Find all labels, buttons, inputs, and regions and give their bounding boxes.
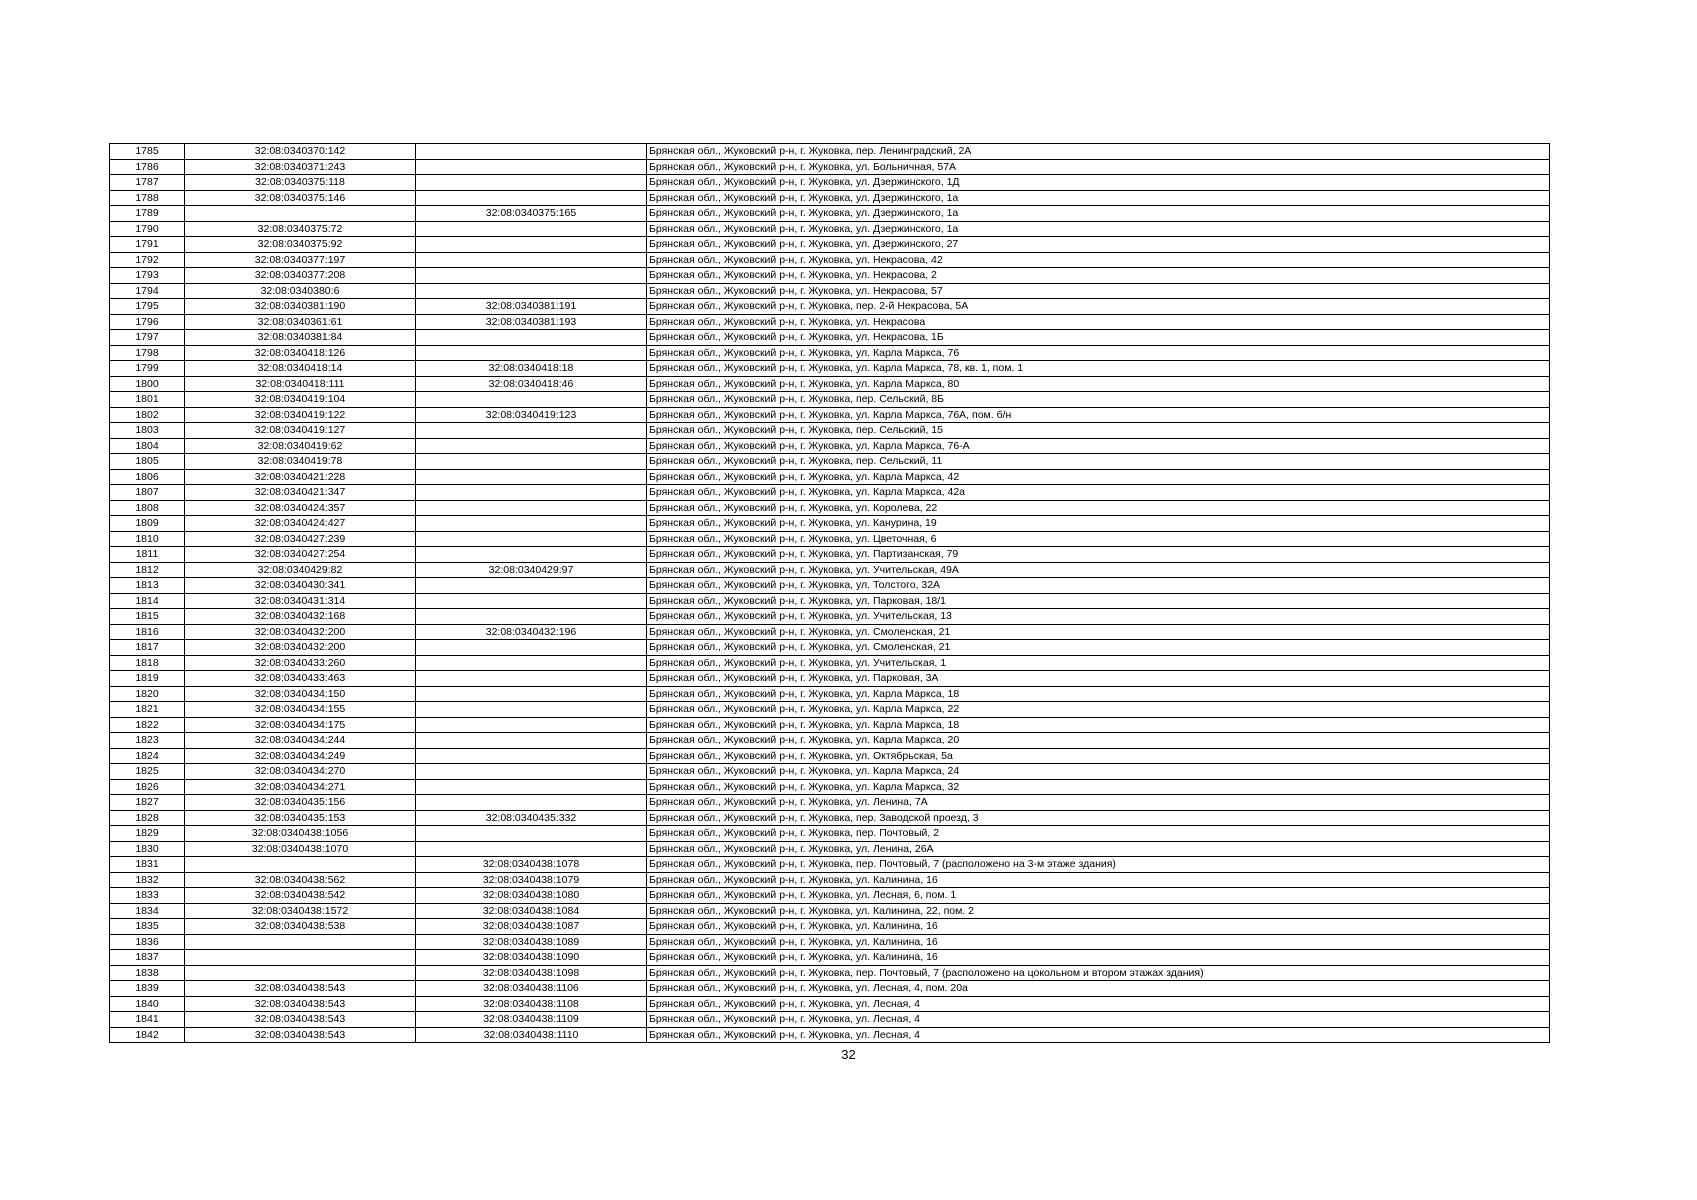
table-row xyxy=(110,454,1550,470)
cadastral-number-cell: 32:08:0340424:357 xyxy=(185,500,416,516)
cadastral-number-cell: 32:08:0340421:347 xyxy=(185,485,416,501)
table-row xyxy=(110,888,1550,904)
row-number-cell: 1827 xyxy=(110,795,185,811)
row-number-cell: 1790 xyxy=(110,221,185,237)
table-row xyxy=(110,562,1550,578)
address-cell: Брянская обл., Жуковский р-н, г. Жуковка, ул. Карла Маркса, 76 xyxy=(647,345,1550,361)
cadastral-number-cell: 32:08:0340432:200 xyxy=(185,624,416,640)
row-number-cell: 1789 xyxy=(110,206,185,222)
row-number-cell: 1823 xyxy=(110,733,185,749)
row-number-cell: 1813 xyxy=(110,578,185,594)
table-row xyxy=(110,469,1550,485)
address-cell: Брянская обл., Жуковский р-н, г. Жуковка, ул. Калинина, 16 xyxy=(647,919,1550,935)
cadastral-number-cell: 32:08:0340419:104 xyxy=(185,392,416,408)
cadastral-number-cell: 32:08:0340419:122 xyxy=(185,407,416,423)
cadastral-number-cell: 32:08:0340375:118 xyxy=(185,175,416,191)
address-cell: Брянская обл., Жуковский р-н, г. Жуковка, ул. Ленина, 26А xyxy=(647,841,1550,857)
row-number-cell: 1798 xyxy=(110,345,185,361)
cadastral-number-cell: 32:08:0340419:78 xyxy=(185,454,416,470)
related-cadastral-number-cell: 32:08:0340375:165 xyxy=(416,206,647,222)
address-cell: Брянская обл., Жуковский р-н, г. Жуковка, ул. Учительская, 1 xyxy=(647,655,1550,671)
row-number-cell: 1797 xyxy=(110,330,185,346)
cadastral-number-cell xyxy=(185,950,416,966)
cadastral-number-cell: 32:08:0340435:153 xyxy=(185,810,416,826)
row-number-cell: 1810 xyxy=(110,531,185,547)
table-row xyxy=(110,1012,1550,1028)
related-cadastral-number-cell xyxy=(416,345,647,361)
row-number-cell: 1840 xyxy=(110,996,185,1012)
row-number-cell: 1793 xyxy=(110,268,185,284)
related-cadastral-number-cell xyxy=(416,485,647,501)
related-cadastral-number-cell xyxy=(416,454,647,470)
table-row xyxy=(110,485,1550,501)
cadastral-number-cell xyxy=(185,857,416,873)
table-row xyxy=(110,283,1550,299)
table-row xyxy=(110,330,1550,346)
cadastral-number-cell: 32:08:0340438:543 xyxy=(185,1012,416,1028)
address-cell: Брянская обл., Жуковский р-н, г. Жуковка, ул. Карла Маркса, 76-А xyxy=(647,438,1550,454)
related-cadastral-number-cell xyxy=(416,190,647,206)
row-number-cell: 1800 xyxy=(110,376,185,392)
address-cell: Брянская обл., Жуковский р-н, г. Жуковка, ул. Карла Маркса, 76А, пом. б/н xyxy=(647,407,1550,423)
related-cadastral-number-cell xyxy=(416,175,647,191)
table-row xyxy=(110,919,1550,935)
address-cell: Брянская обл., Жуковский р-н, г. Жуковка, ул. Толстого, 32А xyxy=(647,578,1550,594)
cadastral-number-cell: 32:08:0340381:84 xyxy=(185,330,416,346)
related-cadastral-number-cell xyxy=(416,702,647,718)
address-cell: Брянская обл., Жуковский р-н, г. Жуковка, ул. Больничная, 57А xyxy=(647,159,1550,175)
related-cadastral-number-cell: 32:08:0340419:123 xyxy=(416,407,647,423)
table-row xyxy=(110,624,1550,640)
table-row xyxy=(110,950,1550,966)
cadastral-number-cell: 32:08:0340434:244 xyxy=(185,733,416,749)
cadastral-number-cell: 32:08:0340375:72 xyxy=(185,221,416,237)
table-row xyxy=(110,392,1550,408)
cadastral-number-cell: 32:08:0340375:92 xyxy=(185,237,416,253)
row-number-cell: 1811 xyxy=(110,547,185,563)
row-number-cell: 1820 xyxy=(110,686,185,702)
address-cell: Брянская обл., Жуковский р-н, г. Жуковка, ул. Карла Маркса, 42 xyxy=(647,469,1550,485)
table-row xyxy=(110,702,1550,718)
cadastral-number-cell: 32:08:0340419:62 xyxy=(185,438,416,454)
related-cadastral-number-cell: 32:08:0340438:1110 xyxy=(416,1027,647,1043)
table-row xyxy=(110,609,1550,625)
cadastral-number-cell: 32:08:0340433:260 xyxy=(185,655,416,671)
row-number-cell: 1794 xyxy=(110,283,185,299)
related-cadastral-number-cell xyxy=(416,717,647,733)
table-row xyxy=(110,144,1550,160)
related-cadastral-number-cell: 32:08:0340418:46 xyxy=(416,376,647,392)
address-cell: Брянская обл., Жуковский р-н, г. Жуковка, ул. Калинина, 16 xyxy=(647,872,1550,888)
address-cell: Брянская обл., Жуковский р-н, г. Жуковка, ул. Королева, 22 xyxy=(647,500,1550,516)
address-cell: Брянская обл., Жуковский р-н, г. Жуковка, ул. Учительская, 13 xyxy=(647,609,1550,625)
row-number-cell: 1841 xyxy=(110,1012,185,1028)
cadastral-number-cell: 32:08:0340375:146 xyxy=(185,190,416,206)
address-cell: Брянская обл., Жуковский р-н, г. Жуковка, пер. Сельский, 8Б xyxy=(647,392,1550,408)
table-row xyxy=(110,376,1550,392)
row-number-cell: 1787 xyxy=(110,175,185,191)
row-number-cell: 1792 xyxy=(110,252,185,268)
table-row xyxy=(110,190,1550,206)
cadastral-number-cell: 32:08:0340438:543 xyxy=(185,996,416,1012)
table-row xyxy=(110,826,1550,842)
address-cell: Брянская обл., Жуковский р-н, г. Жуковка, ул. Карла Маркса, 42а xyxy=(647,485,1550,501)
address-cell: Брянская обл., Жуковский р-н, г. Жуковка, ул. Калинина, 16 xyxy=(647,934,1550,950)
address-cell: Брянская обл., Жуковский р-н, г. Жуковка, ул. Карла Маркса, 22 xyxy=(647,702,1550,718)
row-number-cell: 1803 xyxy=(110,423,185,439)
address-cell: Брянская обл., Жуковский р-н, г. Жуковка, ул. Некрасова, 2 xyxy=(647,268,1550,284)
address-cell: Брянская обл., Жуковский р-н, г. Жуковка, ул. Дзержинского, 1а xyxy=(647,190,1550,206)
cadastral-number-cell: 32:08:0340424:427 xyxy=(185,516,416,532)
cadastral-number-cell: 32:08:0340434:175 xyxy=(185,717,416,733)
row-number-cell: 1785 xyxy=(110,144,185,160)
address-cell: Брянская обл., Жуковский р-н, г. Жуковка, пер. Почтовый, 7 (расположено на цокольном и втором этажах здания) xyxy=(647,965,1550,981)
row-number-cell: 1838 xyxy=(110,965,185,981)
address-cell: Брянская обл., Жуковский р-н, г. Жуковка, ул. Лесная, 6, пом. 1 xyxy=(647,888,1550,904)
row-number-cell: 1796 xyxy=(110,314,185,330)
table-row xyxy=(110,159,1550,175)
cadastral-number-cell: 32:08:0340433:463 xyxy=(185,671,416,687)
related-cadastral-number-cell xyxy=(416,593,647,609)
cadastral-number-cell: 32:08:0340432:200 xyxy=(185,640,416,656)
table-row xyxy=(110,547,1550,563)
row-number-cell: 1828 xyxy=(110,810,185,826)
related-cadastral-number-cell: 32:08:0340435:332 xyxy=(416,810,647,826)
row-number-cell: 1788 xyxy=(110,190,185,206)
table-row xyxy=(110,268,1550,284)
page-number: 32 xyxy=(841,1047,856,1062)
related-cadastral-number-cell xyxy=(416,500,647,516)
address-cell: Брянская обл., Жуковский р-н, г. Жуковка, ул. Лесная, 4, пом. 20а xyxy=(647,981,1550,997)
related-cadastral-number-cell: 32:08:0340438:1098 xyxy=(416,965,647,981)
related-cadastral-number-cell xyxy=(416,671,647,687)
row-number-cell: 1826 xyxy=(110,779,185,795)
row-number-cell: 1806 xyxy=(110,469,185,485)
related-cadastral-number-cell xyxy=(416,392,647,408)
address-cell: Брянская обл., Жуковский р-н, г. Жуковка, ул. Дзержинского, 1Д xyxy=(647,175,1550,191)
address-cell: Брянская обл., Жуковский р-н, г. Жуковка, ул. Калинина, 22, пом. 2 xyxy=(647,903,1550,919)
table-row xyxy=(110,516,1550,532)
table-row xyxy=(110,965,1550,981)
related-cadastral-number-cell xyxy=(416,547,647,563)
address-cell: Брянская обл., Жуковский р-н, г. Жуковка, ул. Смоленская, 21 xyxy=(647,640,1550,656)
cadastral-number-cell: 32:08:0340427:239 xyxy=(185,531,416,547)
related-cadastral-number-cell xyxy=(416,748,647,764)
cadastral-number-cell: 32:08:0340438:538 xyxy=(185,919,416,935)
table-row xyxy=(110,206,1550,222)
row-number-cell: 1825 xyxy=(110,764,185,780)
table-row xyxy=(110,717,1550,733)
cadastral-number-cell: 32:08:0340434:249 xyxy=(185,748,416,764)
related-cadastral-number-cell xyxy=(416,578,647,594)
related-cadastral-number-cell xyxy=(416,469,647,485)
address-cell: Брянская обл., Жуковский р-н, г. Жуковка, ул. Цветочная, 6 xyxy=(647,531,1550,547)
row-number-cell: 1821 xyxy=(110,702,185,718)
table-row xyxy=(110,237,1550,253)
table-row xyxy=(110,733,1550,749)
table-row xyxy=(110,857,1550,873)
related-cadastral-number-cell xyxy=(416,655,647,671)
row-number-cell: 1805 xyxy=(110,454,185,470)
table-row xyxy=(110,407,1550,423)
row-number-cell: 1834 xyxy=(110,903,185,919)
related-cadastral-number-cell: 32:08:0340438:1108 xyxy=(416,996,647,1012)
row-number-cell: 1807 xyxy=(110,485,185,501)
row-number-cell: 1824 xyxy=(110,748,185,764)
cadastral-number-cell: 32:08:0340429:82 xyxy=(185,562,416,578)
row-number-cell: 1833 xyxy=(110,888,185,904)
related-cadastral-number-cell: 32:08:0340432:196 xyxy=(416,624,647,640)
cadastral-number-cell xyxy=(185,934,416,950)
related-cadastral-number-cell: 32:08:0340438:1106 xyxy=(416,981,647,997)
address-cell: Брянская обл., Жуковский р-н, г. Жуковка, пер. Сельский, 11 xyxy=(647,454,1550,470)
related-cadastral-number-cell xyxy=(416,779,647,795)
row-number-cell: 1801 xyxy=(110,392,185,408)
cadastral-number-cell: 32:08:0340427:254 xyxy=(185,547,416,563)
row-number-cell: 1812 xyxy=(110,562,185,578)
related-cadastral-number-cell: 32:08:0340429:97 xyxy=(416,562,647,578)
table-row xyxy=(110,314,1550,330)
table-row xyxy=(110,996,1550,1012)
address-cell: Брянская обл., Жуковский р-н, г. Жуковка, пер. Сельский, 15 xyxy=(647,423,1550,439)
row-number-cell: 1802 xyxy=(110,407,185,423)
row-number-cell: 1818 xyxy=(110,655,185,671)
table-row xyxy=(110,345,1550,361)
row-number-cell: 1791 xyxy=(110,237,185,253)
address-cell: Брянская обл., Жуковский р-н, г. Жуковка, ул. Некрасова, 57 xyxy=(647,283,1550,299)
row-number-cell: 1839 xyxy=(110,981,185,997)
address-cell: Брянская обл., Жуковский р-н, г. Жуковка, ул. Некрасова, 42 xyxy=(647,252,1550,268)
row-number-cell: 1799 xyxy=(110,361,185,377)
table-row xyxy=(110,1027,1550,1043)
table-row xyxy=(110,252,1550,268)
table-row xyxy=(110,841,1550,857)
related-cadastral-number-cell xyxy=(416,221,647,237)
address-cell: Брянская обл., Жуковский р-н, г. Жуковка, ул. Некрасова xyxy=(647,314,1550,330)
related-cadastral-number-cell xyxy=(416,531,647,547)
related-cadastral-number-cell xyxy=(416,268,647,284)
table-row xyxy=(110,779,1550,795)
row-number-cell: 1822 xyxy=(110,717,185,733)
related-cadastral-number-cell: 32:08:0340438:1090 xyxy=(416,950,647,966)
table-row xyxy=(110,438,1550,454)
cadastral-number-cell: 32:08:0340438:1572 xyxy=(185,903,416,919)
cadastral-number-cell: 32:08:0340434:270 xyxy=(185,764,416,780)
address-cell: Брянская обл., Жуковский р-н, г. Жуковка, ул. Лесная, 4 xyxy=(647,996,1550,1012)
table-row xyxy=(110,810,1550,826)
address-cell: Брянская обл., Жуковский р-н, г. Жуковка, ул. Карла Маркса, 32 xyxy=(647,779,1550,795)
cadastral-number-cell: 32:08:0340438:543 xyxy=(185,981,416,997)
cadastral-number-cell: 32:08:0340434:150 xyxy=(185,686,416,702)
table-row xyxy=(110,175,1550,191)
table-row xyxy=(110,872,1550,888)
address-cell: Брянская обл., Жуковский р-н, г. Жуковка, ул. Некрасова, 1Б xyxy=(647,330,1550,346)
table-row xyxy=(110,361,1550,377)
table-row xyxy=(110,640,1550,656)
address-cell: Брянская обл., Жуковский р-н, г. Жуковка, ул. Ленина, 7А xyxy=(647,795,1550,811)
table-row xyxy=(110,764,1550,780)
address-cell: Брянская обл., Жуковский р-н, г. Жуковка, пер. 2-й Некрасова, 5А xyxy=(647,299,1550,315)
table-row xyxy=(110,655,1550,671)
cadastral-number-cell: 32:08:0340438:562 xyxy=(185,872,416,888)
address-cell: Брянская обл., Жуковский р-н, г. Жуковка, ул. Калинина, 16 xyxy=(647,950,1550,966)
address-cell: Брянская обл., Жуковский р-н, г. Жуковка, ул. Партизанская, 79 xyxy=(647,547,1550,563)
address-cell: Брянская обл., Жуковский р-н, г. Жуковка, ул. Смоленская, 21 xyxy=(647,624,1550,640)
table-row xyxy=(110,671,1550,687)
related-cadastral-number-cell: 32:08:0340381:193 xyxy=(416,314,647,330)
row-number-cell: 1817 xyxy=(110,640,185,656)
address-cell: Брянская обл., Жуковский р-н, г. Жуковка, пер. Заводской проезд, 3 xyxy=(647,810,1550,826)
address-cell: Брянская обл., Жуковский р-н, г. Жуковка, ул. Дзержинского, 1а xyxy=(647,206,1550,222)
address-cell: Брянская обл., Жуковский р-н, г. Жуковка, ул. Лесная, 4 xyxy=(647,1012,1550,1028)
cadastral-number-cell: 32:08:0340418:14 xyxy=(185,361,416,377)
cadastral-number-cell: 32:08:0340421:228 xyxy=(185,469,416,485)
cadastral-number-cell xyxy=(185,965,416,981)
table-row xyxy=(110,686,1550,702)
table-row xyxy=(110,981,1550,997)
related-cadastral-number-cell: 32:08:0340438:1089 xyxy=(416,934,647,950)
table-row xyxy=(110,578,1550,594)
related-cadastral-number-cell xyxy=(416,795,647,811)
address-cell: Брянская обл., Жуковский р-н, г. Жуковка, ул. Парковая, 18/1 xyxy=(647,593,1550,609)
cadastral-number-cell: 32:08:0340377:208 xyxy=(185,268,416,284)
address-cell: Брянская обл., Жуковский р-н, г. Жуковка, пер. Почтовый, 2 xyxy=(647,826,1550,842)
related-cadastral-number-cell: 32:08:0340438:1084 xyxy=(416,903,647,919)
row-number-cell: 1819 xyxy=(110,671,185,687)
cadastral-number-cell: 32:08:0340377:197 xyxy=(185,252,416,268)
table-row xyxy=(110,903,1550,919)
related-cadastral-number-cell xyxy=(416,330,647,346)
table-row xyxy=(110,299,1550,315)
table-row xyxy=(110,748,1550,764)
related-cadastral-number-cell: 32:08:0340381:191 xyxy=(416,299,647,315)
cadastral-number-cell: 32:08:0340438:542 xyxy=(185,888,416,904)
cadastral-number-cell: 32:08:0340430:341 xyxy=(185,578,416,594)
related-cadastral-number-cell xyxy=(416,516,647,532)
registry-table xyxy=(109,143,1550,1043)
table-row xyxy=(110,221,1550,237)
address-cell: Брянская обл., Жуковский р-н, г. Жуковка, пер. Ленинградский, 2А xyxy=(647,144,1550,160)
row-number-cell: 1786 xyxy=(110,159,185,175)
address-cell: Брянская обл., Жуковский р-н, г. Жуковка, ул. Карла Маркса, 18 xyxy=(647,686,1550,702)
related-cadastral-number-cell xyxy=(416,283,647,299)
address-cell: Брянская обл., Жуковский р-н, г. Жуковка, ул. Лесная, 4 xyxy=(647,1027,1550,1043)
related-cadastral-number-cell xyxy=(416,841,647,857)
row-number-cell: 1831 xyxy=(110,857,185,873)
row-number-cell: 1795 xyxy=(110,299,185,315)
cadastral-number-cell: 32:08:0340434:155 xyxy=(185,702,416,718)
address-cell: Брянская обл., Жуковский р-н, г. Жуковка, ул. Карла Маркса, 80 xyxy=(647,376,1550,392)
table-row xyxy=(110,531,1550,547)
cadastral-number-cell: 32:08:0340438:1056 xyxy=(185,826,416,842)
table-row xyxy=(110,795,1550,811)
row-number-cell: 1816 xyxy=(110,624,185,640)
cadastral-number-cell: 32:08:0340371:243 xyxy=(185,159,416,175)
address-cell: Брянская обл., Жуковский р-н, г. Жуковка, ул. Парковая, 3А xyxy=(647,671,1550,687)
address-cell: Брянская обл., Жуковский р-н, г. Жуковка, ул. Канурина, 19 xyxy=(647,516,1550,532)
row-number-cell: 1804 xyxy=(110,438,185,454)
address-cell: Брянская обл., Жуковский р-н, г. Жуковка, ул. Дзержинского, 1а xyxy=(647,221,1550,237)
row-number-cell: 1808 xyxy=(110,500,185,516)
cadastral-number-cell: 32:08:0340361:61 xyxy=(185,314,416,330)
cadastral-number-cell: 32:08:0340435:156 xyxy=(185,795,416,811)
row-number-cell: 1835 xyxy=(110,919,185,935)
related-cadastral-number-cell xyxy=(416,609,647,625)
related-cadastral-number-cell xyxy=(416,438,647,454)
related-cadastral-number-cell xyxy=(416,686,647,702)
cadastral-number-cell: 32:08:0340370:142 xyxy=(185,144,416,160)
related-cadastral-number-cell: 32:08:0340438:1109 xyxy=(416,1012,647,1028)
address-cell: Брянская обл., Жуковский р-н, г. Жуковка, ул. Карла Маркса, 18 xyxy=(647,717,1550,733)
address-cell: Брянская обл., Жуковский р-н, г. Жуковка, ул. Учительская, 49А xyxy=(647,562,1550,578)
cadastral-number-cell: 32:08:0340381:190 xyxy=(185,299,416,315)
related-cadastral-number-cell: 32:08:0340438:1087 xyxy=(416,919,647,935)
address-cell: Брянская обл., Жуковский р-н, г. Жуковка, ул. Карла Маркса, 20 xyxy=(647,733,1550,749)
related-cadastral-number-cell: 32:08:0340438:1080 xyxy=(416,888,647,904)
row-number-cell: 1814 xyxy=(110,593,185,609)
related-cadastral-number-cell xyxy=(416,640,647,656)
row-number-cell: 1809 xyxy=(110,516,185,532)
table-row xyxy=(110,934,1550,950)
related-cadastral-number-cell xyxy=(416,159,647,175)
table-row xyxy=(110,423,1550,439)
table-row xyxy=(110,500,1550,516)
cadastral-number-cell: 32:08:0340418:111 xyxy=(185,376,416,392)
related-cadastral-number-cell xyxy=(416,144,647,160)
cadastral-number-cell xyxy=(185,206,416,222)
row-number-cell: 1837 xyxy=(110,950,185,966)
cadastral-number-cell: 32:08:0340380:6 xyxy=(185,283,416,299)
related-cadastral-number-cell: 32:08:0340438:1079 xyxy=(416,872,647,888)
registry-table-body xyxy=(110,144,1550,1043)
related-cadastral-number-cell xyxy=(416,252,647,268)
row-number-cell: 1842 xyxy=(110,1027,185,1043)
address-cell: Брянская обл., Жуковский р-н, г. Жуковка, ул. Карла Маркса, 24 xyxy=(647,764,1550,780)
related-cadastral-number-cell xyxy=(416,237,647,253)
row-number-cell: 1832 xyxy=(110,872,185,888)
related-cadastral-number-cell: 32:08:0340418:18 xyxy=(416,361,647,377)
cadastral-number-cell: 32:08:0340432:168 xyxy=(185,609,416,625)
address-cell: Брянская обл., Жуковский р-н, г. Жуковка, пер. Почтовый, 7 (расположено на 3-м этаже здания) xyxy=(647,857,1550,873)
row-number-cell: 1829 xyxy=(110,826,185,842)
table-row xyxy=(110,593,1550,609)
row-number-cell: 1836 xyxy=(110,934,185,950)
related-cadastral-number-cell: 32:08:0340438:1078 xyxy=(416,857,647,873)
related-cadastral-number-cell xyxy=(416,764,647,780)
cadastral-number-cell: 32:08:0340431:314 xyxy=(185,593,416,609)
cadastral-number-cell: 32:08:0340418:126 xyxy=(185,345,416,361)
related-cadastral-number-cell xyxy=(416,826,647,842)
address-cell: Брянская обл., Жуковский р-н, г. Жуковка, ул. Карла Маркса, 78, кв. 1, пом. 1 xyxy=(647,361,1550,377)
cadastral-number-cell: 32:08:0340438:1070 xyxy=(185,841,416,857)
address-cell: Брянская обл., Жуковский р-н, г. Жуковка, ул. Дзержинского, 27 xyxy=(647,237,1550,253)
row-number-cell: 1830 xyxy=(110,841,185,857)
related-cadastral-number-cell xyxy=(416,733,647,749)
cadastral-number-cell: 32:08:0340438:543 xyxy=(185,1027,416,1043)
cadastral-number-cell: 32:08:0340419:127 xyxy=(185,423,416,439)
address-cell: Брянская обл., Жуковский р-н, г. Жуковка, ул. Октябрьская, 5а xyxy=(647,748,1550,764)
cadastral-number-cell: 32:08:0340434:271 xyxy=(185,779,416,795)
related-cadastral-number-cell xyxy=(416,423,647,439)
row-number-cell: 1815 xyxy=(110,609,185,625)
